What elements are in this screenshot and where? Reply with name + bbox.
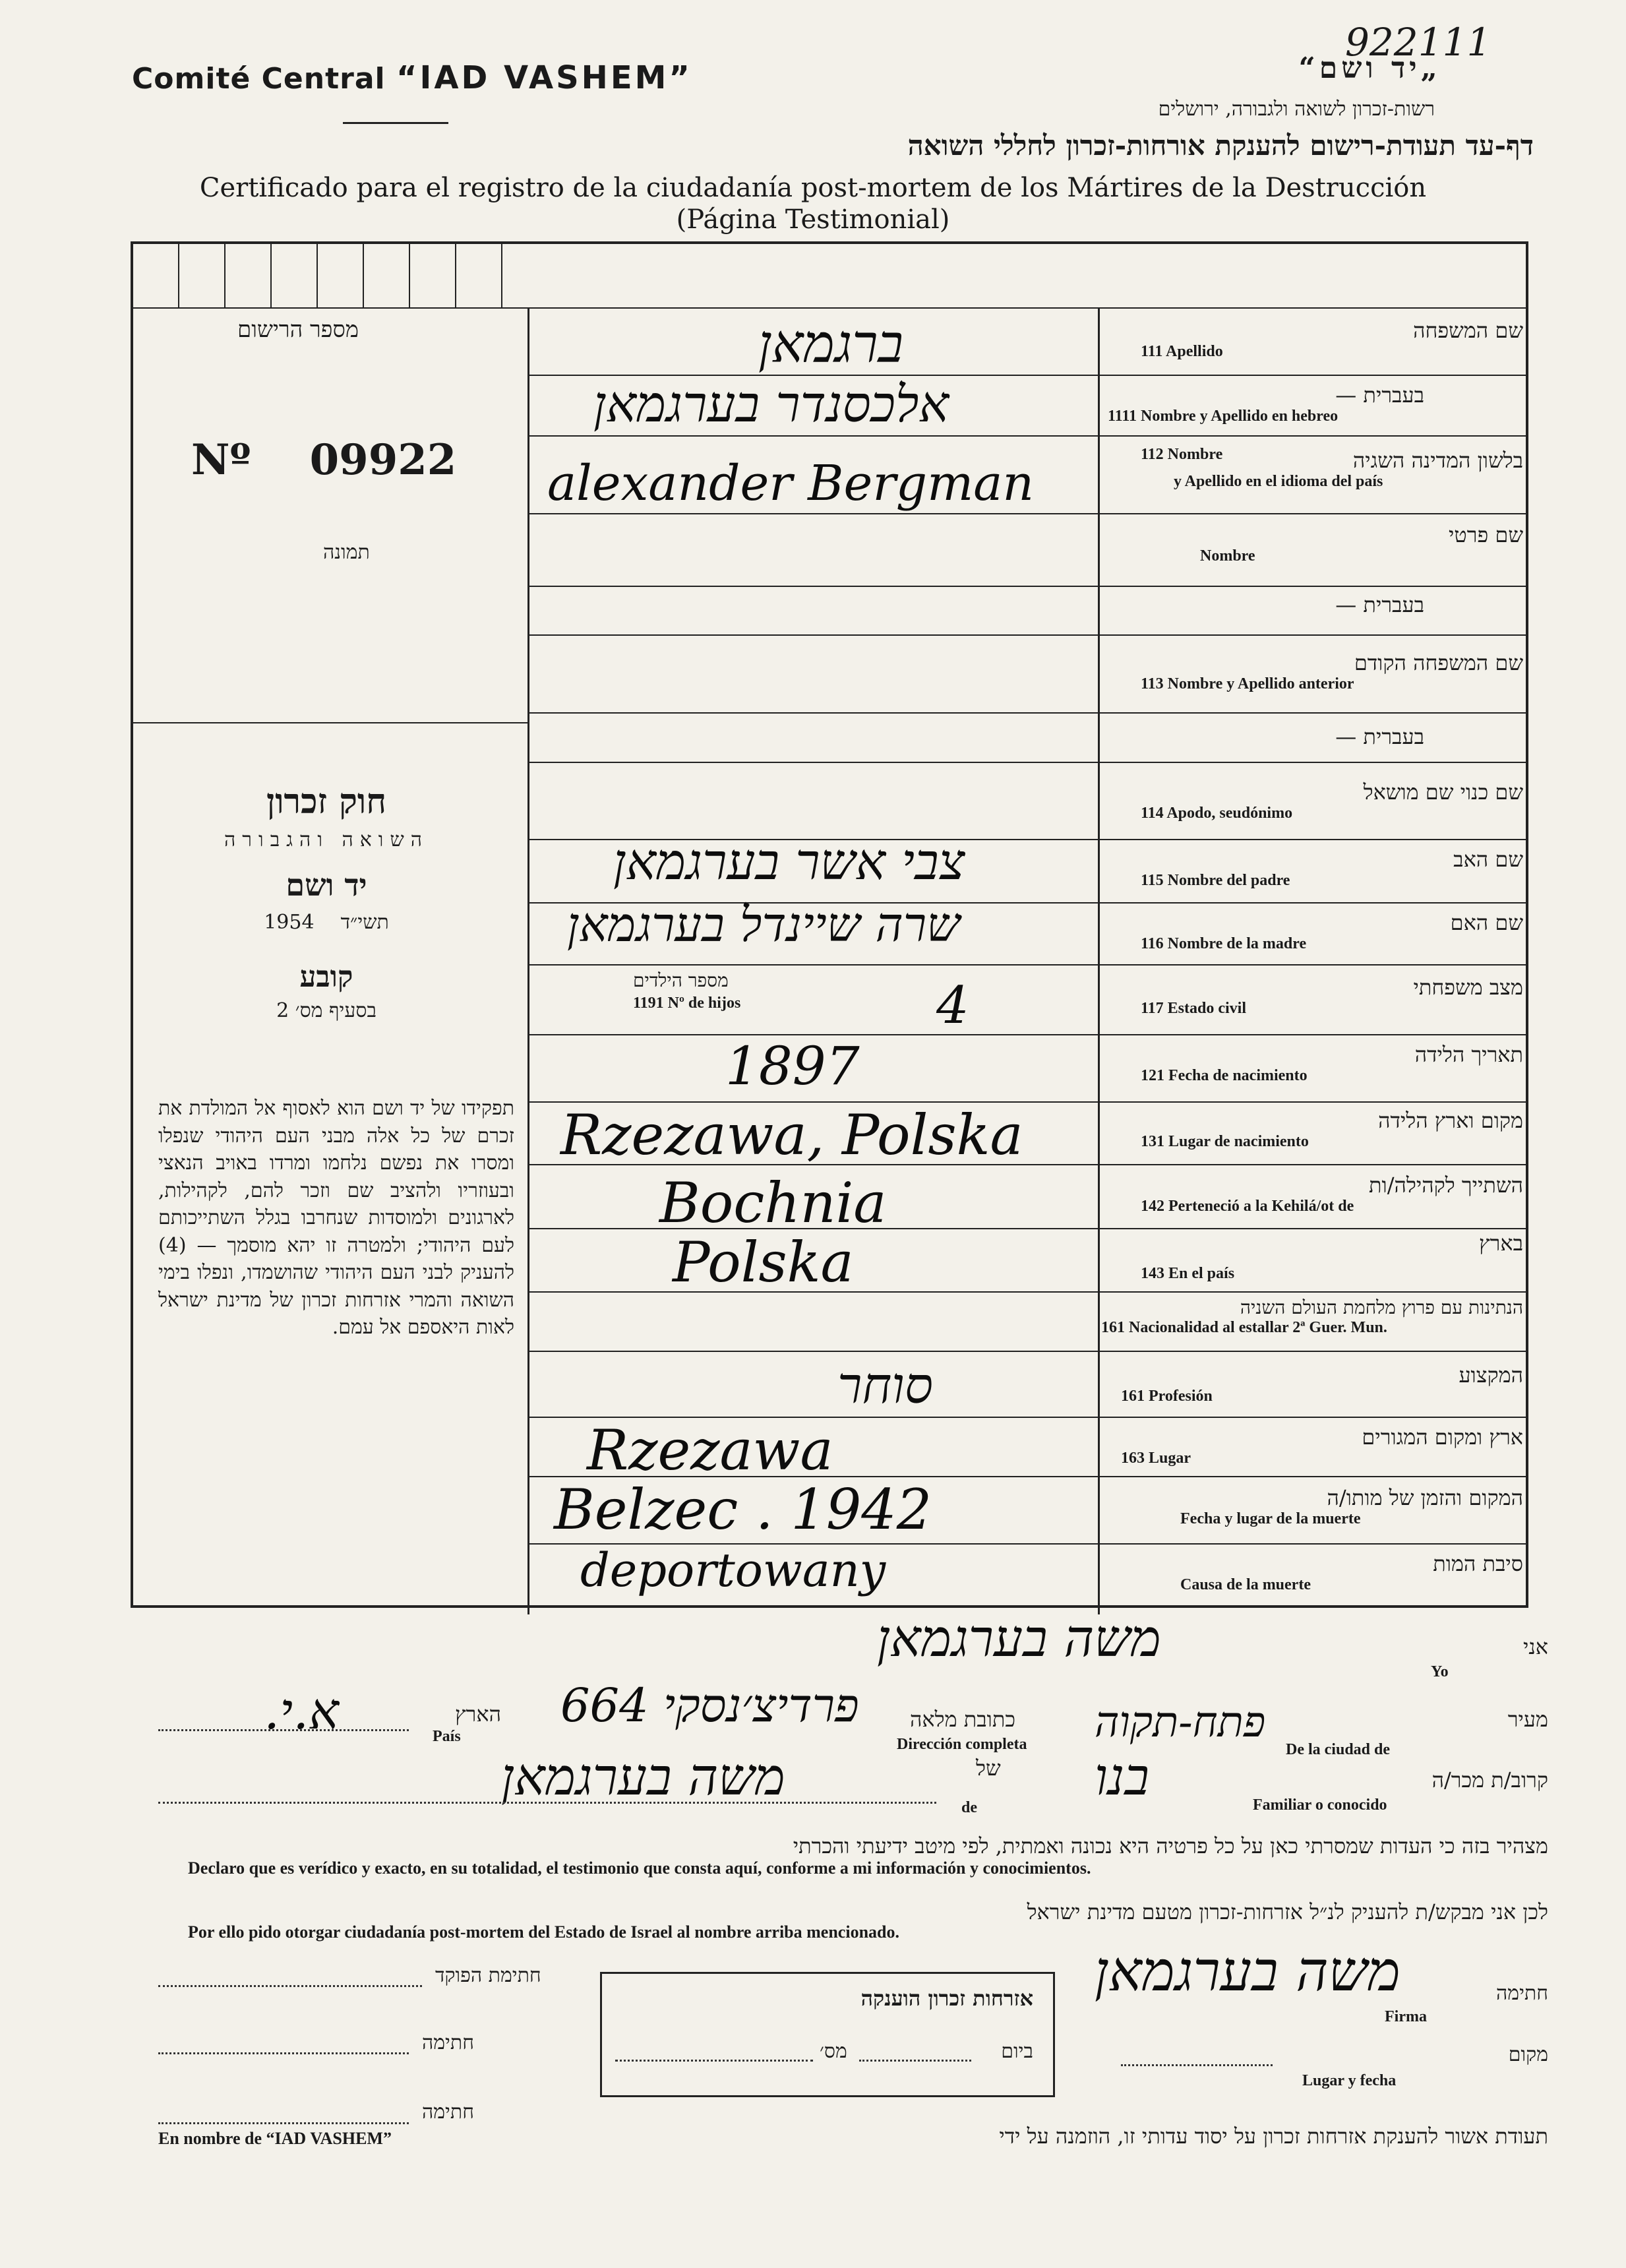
field-birth-date bbox=[1101, 1042, 1523, 1085]
stamp-title: אזרחות זכרון הוענקה bbox=[860, 1986, 1033, 2011]
field-label-es: 131 Lugar de nacimiento bbox=[1141, 1133, 1309, 1150]
death-place-date-value: Belzec . 1942 bbox=[554, 1477, 932, 1542]
row-rule bbox=[527, 1034, 1528, 1035]
residence-value: Rzezawa bbox=[587, 1418, 833, 1483]
field-label-he: בארץ bbox=[1478, 1231, 1523, 1256]
declarant-i-es: Yo bbox=[1431, 1663, 1449, 1680]
declarant-i-he: אני bbox=[1523, 1634, 1548, 1659]
field-label-es: 112 Nombre bbox=[1141, 446, 1223, 463]
law-subtitle: השואה והגבורה bbox=[224, 828, 429, 851]
place-label-es: Lugar y fecha bbox=[1302, 2072, 1397, 2089]
field-label-es: Fecha y lugar de la muerte bbox=[1180, 1510, 1361, 1527]
place-label-he: מקום bbox=[1508, 2043, 1548, 2066]
row-rule bbox=[527, 634, 1528, 636]
strip-divider bbox=[501, 241, 502, 307]
children-value: 4 bbox=[936, 976, 969, 1035]
field-civil-status bbox=[1101, 975, 1523, 1018]
law-clause: בסעיף מס׳ 2 bbox=[276, 999, 376, 1022]
field-label-he: בעברית — bbox=[1335, 724, 1424, 749]
committee-name: “IAD VASHEM” bbox=[396, 59, 692, 96]
right-column-divider bbox=[1098, 307, 1100, 1614]
country-value: Polska bbox=[673, 1230, 854, 1295]
stamp-no-dotline bbox=[615, 2060, 813, 2062]
field-label-es: 163 Lugar bbox=[1121, 1450, 1191, 1467]
field-label-es: 116 Nombre de la madre bbox=[1141, 935, 1307, 952]
strip-divider bbox=[455, 241, 456, 307]
row-rule bbox=[527, 1351, 1528, 1352]
registration-label: מספר הרישום bbox=[237, 317, 359, 343]
field-label-es: 111 Apellido bbox=[1141, 343, 1223, 360]
field-label-es: 161 Profesión bbox=[1121, 1388, 1213, 1405]
field-residence bbox=[1101, 1425, 1523, 1467]
field-label-es: 143 En el país bbox=[1141, 1265, 1235, 1282]
country-dotline bbox=[158, 1729, 409, 1731]
city-value: פתח-תקוה bbox=[1095, 1698, 1266, 1747]
field-label-es: 114 Apodo, seudónimo bbox=[1141, 805, 1293, 822]
field-label-es: 161 Nacionalidad al estallar 2ª Guer. Mun. bbox=[1101, 1319, 1387, 1336]
field-label-he: ארץ ומקום המגורים bbox=[1362, 1425, 1523, 1450]
field-label-es: 142 Perteneció a la Kehilá/ot de bbox=[1141, 1198, 1354, 1215]
field-label-he: המקום והזמן של מותו/ה bbox=[1327, 1485, 1523, 1510]
of-label-es: de bbox=[961, 1799, 977, 1816]
field-label-he: שם האב bbox=[1453, 847, 1523, 872]
field-label-he: תאריך הלידה bbox=[1414, 1042, 1523, 1067]
city-label-es: De la ciudad de bbox=[1286, 1741, 1391, 1758]
field-label-he: שם המשפחה הקודם bbox=[1354, 650, 1523, 675]
field-label-es: y Apellido en el idioma del país bbox=[1174, 473, 1383, 490]
photo-box-rule bbox=[132, 722, 527, 723]
law-year-row bbox=[138, 911, 514, 934]
request-he: לכן אני מבקש/ת להעניק לנ״ל אזרחות-זכרון מטעם מדינת ישראל bbox=[1027, 1899, 1548, 1924]
strip-divider bbox=[363, 241, 364, 307]
field-nickname bbox=[1101, 780, 1523, 822]
officer-sig-label: חתימת הפוקד bbox=[435, 1964, 541, 1987]
field-profession bbox=[1101, 1363, 1523, 1405]
registration-prefix: Nº bbox=[191, 435, 251, 485]
children-label-es: 1191 Nº de hijos bbox=[633, 995, 741, 1012]
field-father bbox=[1101, 847, 1523, 890]
field-local-name bbox=[1101, 446, 1523, 491]
field-label-he: שם כנוי שם מושאל bbox=[1363, 780, 1523, 805]
strip-divider bbox=[224, 241, 226, 307]
of-dotline bbox=[158, 1802, 936, 1804]
field-death-place-date bbox=[1101, 1485, 1523, 1528]
declarant-name-value: משה בערגמאן bbox=[877, 1609, 1161, 1669]
law-year: 1954 bbox=[264, 911, 315, 934]
local-name-value: alexander Bergman bbox=[547, 455, 1035, 512]
es-form-subtitle: (Página Testimonial) bbox=[676, 204, 950, 235]
law-title: חוק זכרון bbox=[266, 782, 387, 822]
photo-label: תמונה bbox=[323, 541, 370, 564]
field-label-he: המקצוע bbox=[1459, 1363, 1523, 1388]
address-value: פרדיצ׳נסקי 664 bbox=[560, 1678, 859, 1732]
committee-prefix: Comité Central bbox=[132, 62, 386, 96]
strip-divider bbox=[270, 241, 272, 307]
he-org-name: „יד ושם“ bbox=[1298, 51, 1441, 85]
law-name: יד ושם bbox=[286, 867, 367, 903]
field-label-he: שם פרטי bbox=[1449, 522, 1523, 547]
row-rule bbox=[527, 435, 1528, 437]
he-form-title: דף-עד תעודת-רישום להענקת אורחות-זכרון לחללי השואה bbox=[907, 129, 1534, 162]
row-rule bbox=[527, 762, 1528, 763]
community-value: Bochnia bbox=[659, 1171, 887, 1235]
relation-value: בנו bbox=[1095, 1748, 1149, 1807]
top-strip-rule bbox=[132, 307, 1527, 309]
of-value: משה בערגמאן bbox=[501, 1748, 785, 1807]
of-label-he: של bbox=[976, 1756, 1001, 1781]
es-form-title: Certificado para el registro de la ciudadanía post-mortem de los Mártires de la Destrucción bbox=[199, 173, 1427, 203]
field-label-es: 121 Fecha de nacimiento bbox=[1141, 1067, 1308, 1084]
field-mother bbox=[1101, 910, 1523, 953]
law-fixes: קובע bbox=[299, 960, 353, 994]
declaration-es: Declaro que es verídico y exacto, en su totalidad, el testimonio que consta aquí, conforme a mi información y conocimientos. bbox=[188, 1858, 1091, 1878]
field-label-he: השתייך לקהילה/ות bbox=[1369, 1173, 1523, 1198]
father-value: צבי אשר בערגמאן bbox=[613, 832, 965, 891]
relation-label-he: קרוב/ת מכר/ה bbox=[1431, 1767, 1548, 1793]
children-label-he: מספר הילדים bbox=[633, 969, 729, 991]
request-es: Por ello pido otorgar ciudadanía post-mortem del Estado de Israel al nombre arriba mencionado. bbox=[188, 1922, 899, 1942]
surname-value: ברגמאן bbox=[758, 313, 904, 375]
field-surname bbox=[1101, 318, 1523, 361]
registration-value: 09922 bbox=[309, 435, 457, 485]
footer-he: תעודת אשור להענקת אזרחות זכרון על יסוד עדותי זו, הוזמנה על ידי bbox=[999, 2124, 1548, 2149]
mother-value: שרה שיינדל בערגמאן bbox=[567, 897, 961, 952]
left-column-divider bbox=[527, 307, 529, 1614]
declaration-he: מצהיר בזה כי העדות שמסרתי כאן על כל פרטיה היא נכונה ואמתית, לפי מיטב ידיעתי והכרתי bbox=[793, 1833, 1548, 1858]
field-death-cause bbox=[1101, 1551, 1523, 1594]
address-label-es: Dirección completa bbox=[897, 1736, 1027, 1753]
law-text: תפקידו של יד ושם הוא לאסוף אל המולדת את זכרם של כל אלה מבני העם היהודי שנפלו ומסרו את נפשם נלחמו ומרדו באויב הנאצי ובעוזריו ולהציב שם וזכר להם, לקהילות, לארגונים ולמוסדות שנחרבו בגלל השתייכותם לעם היהודי; ולמטרה זו יהא מוסמך — (4) להעניק לבני העם היהודי שהושמדו, ונפלו בימי השואה והמרי אזרחות זכרון של מדינת ישראל לאות היאספם אל עמם. bbox=[158, 1097, 514, 1339]
field-label-es: 115 Nombre del padre bbox=[1141, 872, 1290, 889]
field-label-es: 113 Nombre y Apellido anterior bbox=[1141, 675, 1354, 692]
field-label-es: 117 Estado civil bbox=[1141, 1000, 1247, 1017]
archive-number: 922111 bbox=[1345, 20, 1491, 65]
death-cause-value: deportowany bbox=[580, 1543, 886, 1597]
field-label-he: שם האם bbox=[1450, 910, 1523, 935]
officer-sig-dotline bbox=[158, 1985, 422, 1987]
birth-place-value: Rzezawa, Polska bbox=[560, 1103, 1023, 1167]
field-label-es: Causa de la muerte bbox=[1180, 1576, 1311, 1593]
field-label-he: בעברית — bbox=[1335, 592, 1424, 617]
field-label-es: 1111 Nombre y Apellido en hebreo bbox=[1108, 408, 1339, 425]
stamp-no: מס׳ bbox=[820, 2040, 847, 2063]
strip-divider bbox=[178, 241, 179, 307]
field-first-name bbox=[1101, 522, 1523, 565]
header-underline bbox=[343, 122, 448, 124]
field-label-he: בלשון המדינה השגיה bbox=[1352, 448, 1523, 473]
registration-number bbox=[191, 435, 456, 485]
sig-dotline bbox=[158, 2052, 409, 2054]
field-first-name-he bbox=[1101, 592, 1523, 617]
strip-divider bbox=[409, 241, 410, 307]
stamp-day-dotline bbox=[859, 2060, 971, 2062]
country-label-es: País bbox=[433, 1728, 461, 1745]
he-authority: רשות-זכרון לשואה ולגבורה, ירושלים bbox=[1158, 98, 1435, 121]
field-nationality bbox=[1101, 1297, 1523, 1337]
row-rule bbox=[527, 964, 1528, 965]
field-previous-surname-he bbox=[1101, 724, 1523, 749]
row-rule bbox=[527, 712, 1528, 714]
field-label-he: מצב משפחתי bbox=[1413, 975, 1523, 1000]
row-rule bbox=[527, 586, 1528, 587]
field-previous-surname bbox=[1101, 650, 1523, 693]
signature-value: משה בערגמאן bbox=[1095, 1939, 1400, 2004]
hebrew-name-value: אלכסנדר בערגמאן bbox=[593, 375, 949, 433]
sig2-label: חתימה bbox=[422, 2100, 474, 2124]
field-community bbox=[1101, 1173, 1523, 1215]
field-label-he: שם המשפחה bbox=[1413, 318, 1523, 343]
declarant-country-value: א.י. bbox=[264, 1682, 339, 1740]
profession-value: סוחר bbox=[837, 1356, 933, 1415]
stamp-box bbox=[600, 1972, 1055, 2097]
field-label-he: מקום וארץ הלידה bbox=[1378, 1108, 1523, 1133]
birth-date-value: 1897 bbox=[725, 1035, 860, 1097]
place-dotline bbox=[1121, 2064, 1273, 2066]
strip-divider bbox=[316, 241, 318, 307]
field-country bbox=[1101, 1231, 1523, 1283]
sig-label: חתימה bbox=[422, 2031, 474, 2054]
country-label-he: הארץ bbox=[455, 1701, 501, 1727]
field-hebrew-name bbox=[1101, 383, 1523, 425]
stamp-day: ביום bbox=[1001, 2040, 1033, 2063]
firma-label-es: Firma bbox=[1385, 2008, 1427, 2025]
field-label-es: Nombre bbox=[1200, 547, 1255, 565]
footer-es: En nombre de “IAD VASHEM” bbox=[158, 2129, 392, 2148]
field-label-he: הנתינות עם פרוץ מלחמת העולם השניה bbox=[1240, 1297, 1523, 1318]
relation-label-es: Familiar o conocido bbox=[1253, 1796, 1387, 1814]
sig2-dotline bbox=[158, 2122, 409, 2124]
field-label-he: בעברית — bbox=[1335, 383, 1424, 408]
law-block bbox=[138, 782, 514, 1022]
committee-heading bbox=[132, 59, 692, 96]
field-label-he: סיבת המות bbox=[1433, 1551, 1523, 1576]
address-label-he: כתובת מלאה bbox=[910, 1707, 1015, 1732]
field-birth-place bbox=[1101, 1108, 1523, 1151]
law-year-he: תשי״ד bbox=[340, 911, 389, 934]
city-label-he: מעיר bbox=[1507, 1707, 1548, 1732]
row-rule bbox=[527, 513, 1528, 514]
firma-label-he: חתימה bbox=[1496, 1982, 1548, 2005]
